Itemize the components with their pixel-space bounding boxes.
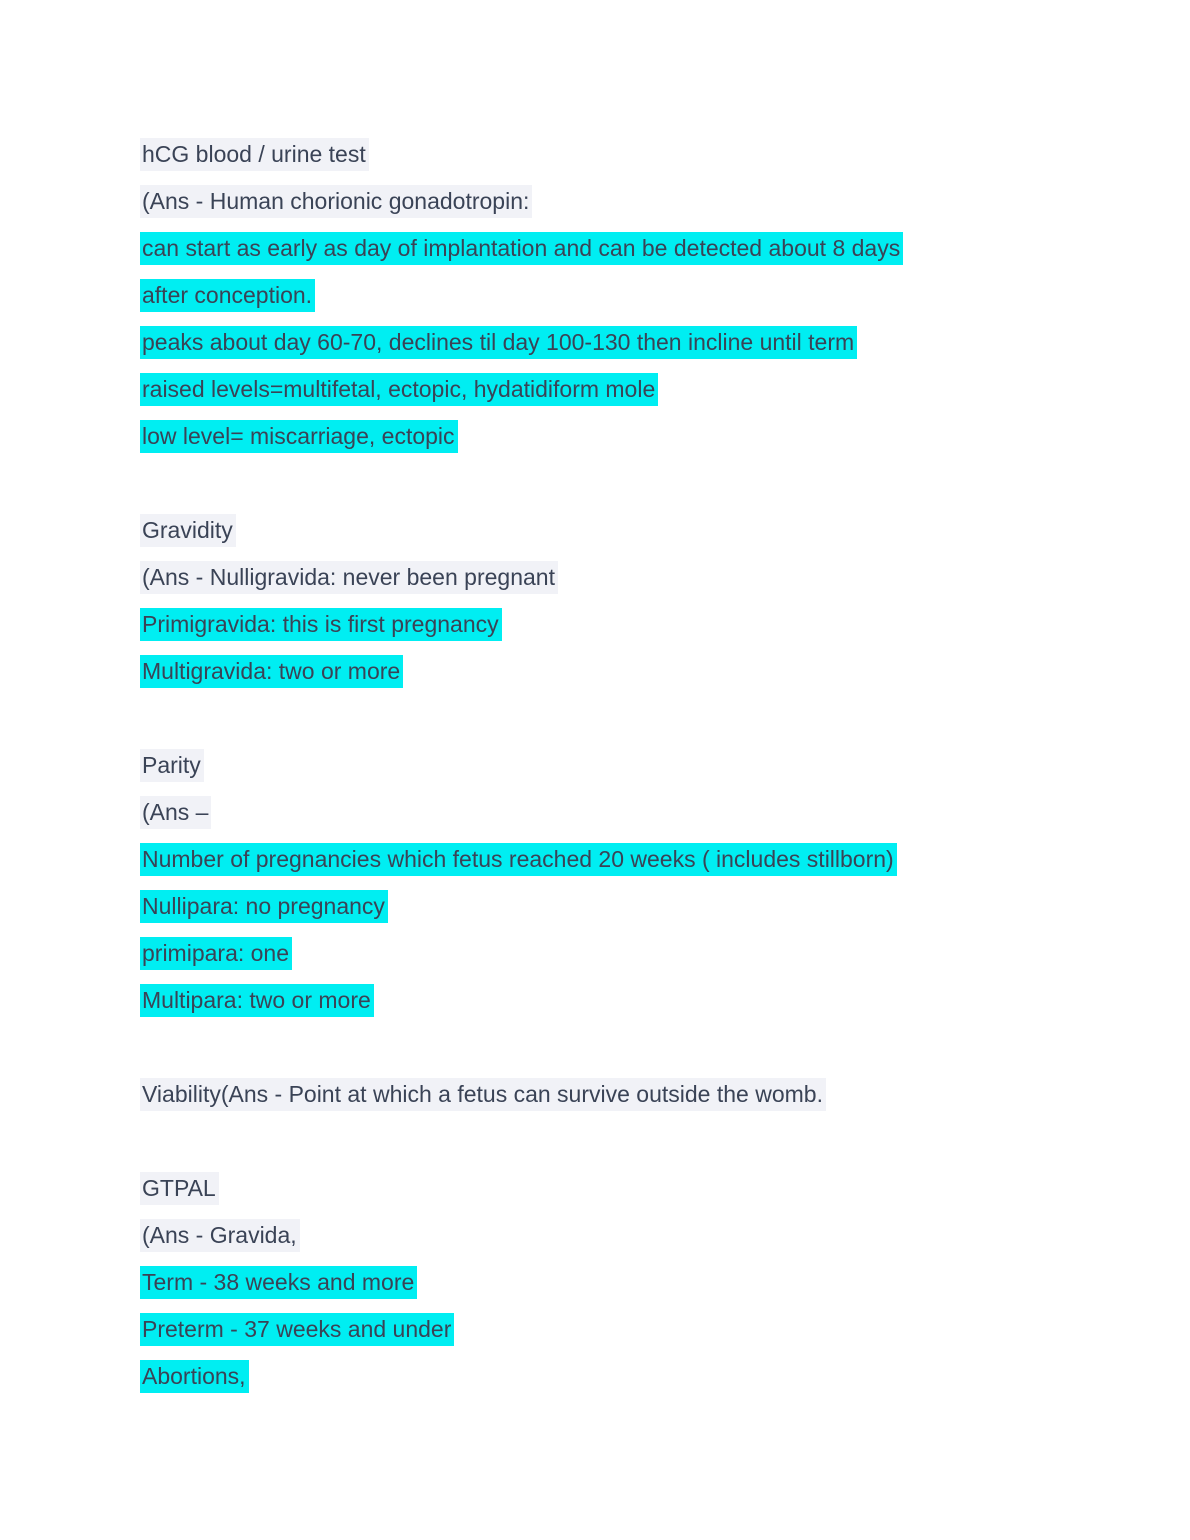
doc-line (140, 225, 1130, 272)
doc-line (140, 1306, 1130, 1353)
highlighted-text: Parity (140, 749, 204, 782)
doc-line (140, 131, 1130, 178)
highlighted-text: can start as early as day of implantation and can be detected about 8 days (140, 232, 903, 265)
highlighted-text: Multigravida: two or more (140, 655, 403, 688)
section-viability (140, 1071, 1130, 1118)
section-hcg-test (140, 131, 1130, 460)
doc-line (140, 930, 1130, 977)
highlighted-text: Primigravida: this is first pregnancy (140, 608, 502, 641)
doc-line (140, 272, 1130, 319)
doc-line (140, 1165, 1130, 1212)
highlighted-text: (Ans - Human chorionic gonadotropin: (140, 185, 532, 218)
doc-line (140, 883, 1130, 930)
doc-line (140, 742, 1130, 789)
doc-line (140, 554, 1130, 601)
highlighted-text: hCG blood / urine test (140, 138, 369, 171)
section-gravidity (140, 507, 1130, 695)
doc-line (140, 977, 1130, 1024)
highlighted-text: Number of pregnancies which fetus reached 20 weeks ( includes stillborn) (140, 843, 897, 876)
highlighted-text: Multipara: two or more (140, 984, 374, 1017)
section-gtpal (140, 1165, 1130, 1400)
highlighted-text: (Ans - Gravida, (140, 1219, 300, 1252)
doc-line (140, 507, 1130, 554)
highlighted-text: (Ans - Nulligravida: never been pregnant (140, 561, 558, 594)
highlighted-text: (Ans – (140, 796, 211, 829)
highlighted-text: Abortions, (140, 1360, 249, 1393)
doc-line (140, 601, 1130, 648)
doc-line (140, 836, 1130, 883)
highlighted-text: peaks about day 60-70, declines til day 100-130 then incline until term (140, 326, 857, 359)
doc-line (140, 789, 1130, 836)
doc-line (140, 648, 1130, 695)
highlighted-text: Nullipara: no pregnancy (140, 890, 388, 923)
doc-line (140, 413, 1130, 460)
doc-line (140, 1212, 1130, 1259)
doc-line (140, 1259, 1130, 1306)
doc-line (140, 178, 1130, 225)
highlighted-text: GTPAL (140, 1172, 219, 1205)
doc-line (140, 366, 1130, 413)
highlighted-text: Viability(Ans - Point at which a fetus can survive outside the womb. (140, 1078, 826, 1111)
highlighted-text: low level= miscarriage, ectopic (140, 420, 458, 453)
highlighted-text: raised levels=multifetal, ectopic, hydatidiform mole (140, 373, 658, 406)
highlighted-text: Gravidity (140, 514, 236, 547)
section-parity (140, 742, 1130, 1024)
highlighted-text: primipara: one (140, 937, 292, 970)
highlighted-text: Term - 38 weeks and more (140, 1266, 417, 1299)
highlighted-text: after conception. (140, 279, 315, 312)
highlighted-text: Preterm - 37 weeks and under (140, 1313, 454, 1346)
doc-line (140, 1353, 1130, 1400)
doc-line (140, 1071, 1130, 1118)
doc-line (140, 319, 1130, 366)
